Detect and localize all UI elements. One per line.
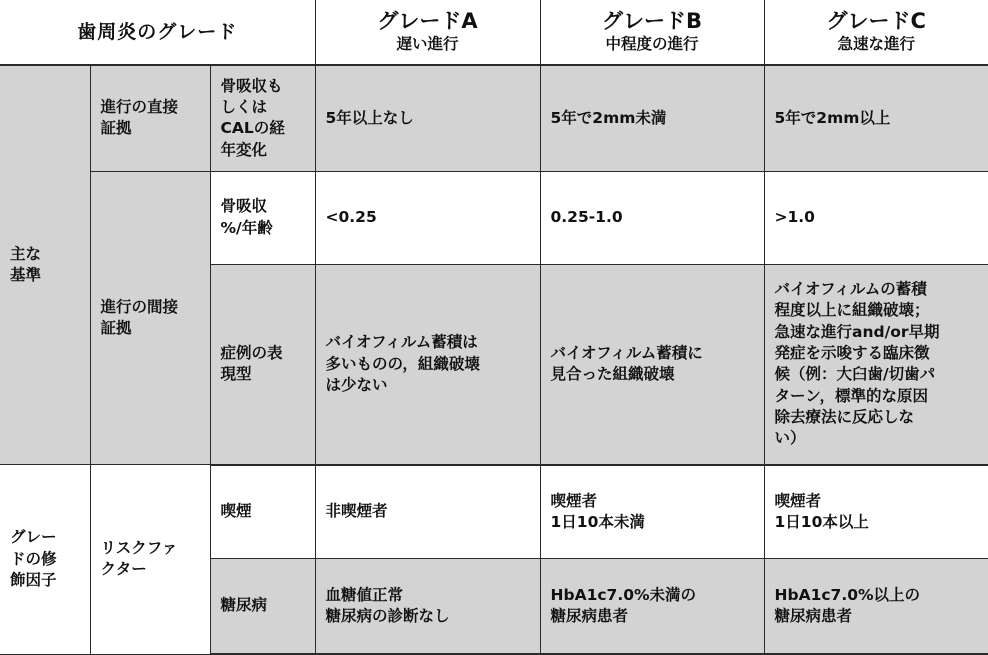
phenotype-grade-c: バイオフィルムの蓄積 程度以上に組織破壊； 急速な進行and/or早期 発症を示唆する臨床徴 候（例：大臼歯/切歯パ ターン，標準的な原因 除去療法に反応しな い） <box>764 264 988 464</box>
grade-c-name: グレードC <box>826 8 926 33</box>
grade-a-header <box>315 0 540 65</box>
phenotype-metric: 症例の表 現型 <box>210 264 315 464</box>
grade-b-name: グレードB <box>601 8 702 33</box>
smoking-grade-c: 喫煙者 1日10本以上 <box>764 465 988 559</box>
direct-grade-a: 5年以上なし <box>315 65 540 171</box>
direct-evidence-row <box>0 65 988 171</box>
bone-loss-ratio-metric: 骨吸収 %/年齢 <box>210 171 315 264</box>
ratio-grade-c: >1.0 <box>764 171 988 264</box>
indirect-evidence-label: 進行の間接 証拠 <box>90 171 210 464</box>
grade-c-subtitle: 急速な進行 <box>837 35 915 54</box>
risk-factors-label: リスクファ クター <box>90 465 210 654</box>
smoking-row <box>0 465 988 559</box>
ratio-grade-b: 0.25-1.0 <box>540 171 764 264</box>
phenotype-grade-a: バイオフィルム蓄積は 多いものの，組織破壊 は少ない <box>315 264 540 464</box>
primary-criteria-label: 主な 基準 <box>0 65 90 465</box>
smoking-grade-b: 喫煙者 1日10本未満 <box>540 465 764 559</box>
smoking-grade-a: 非喫煙者 <box>315 465 540 559</box>
direct-evidence-label: 進行の直接 証拠 <box>90 65 210 171</box>
grade-a-subtitle: 遅い進行 <box>396 35 459 54</box>
phenotype-grade-b: バイオフィルム蓄積に 見合った組織破壊 <box>540 264 764 464</box>
header-row <box>0 0 988 65</box>
bone-loss-ratio-row <box>0 171 988 264</box>
direct-grade-b: 5年で2mm未満 <box>540 65 764 171</box>
table-title: 歯周炎のグレード <box>0 0 315 65</box>
bone-loss-change-metric: 骨吸収も しくは CALの経 年変化 <box>210 65 315 171</box>
direct-grade-c: 5年で2mm以上 <box>764 65 988 171</box>
diabetes-metric: 糖尿病 <box>210 559 315 654</box>
diabetes-grade-b: HbA1c7.0%未満の 糖尿病患者 <box>540 559 764 654</box>
diabetes-grade-c: HbA1c7.0%以上の 糖尿病患者 <box>764 559 988 654</box>
grade-modifiers-label: グレー ドの修 飾因子 <box>0 465 90 654</box>
grade-b-subtitle: 中程度の進行 <box>605 35 699 54</box>
grade-c-header <box>764 0 988 65</box>
diabetes-grade-a: 血糖値正常 糖尿病の診断なし <box>315 559 540 654</box>
grade-b-header <box>540 0 764 65</box>
grade-a-name: グレードA <box>377 8 478 33</box>
smoking-metric: 喫煙 <box>210 465 315 559</box>
ratio-grade-a: <0.25 <box>315 171 540 264</box>
